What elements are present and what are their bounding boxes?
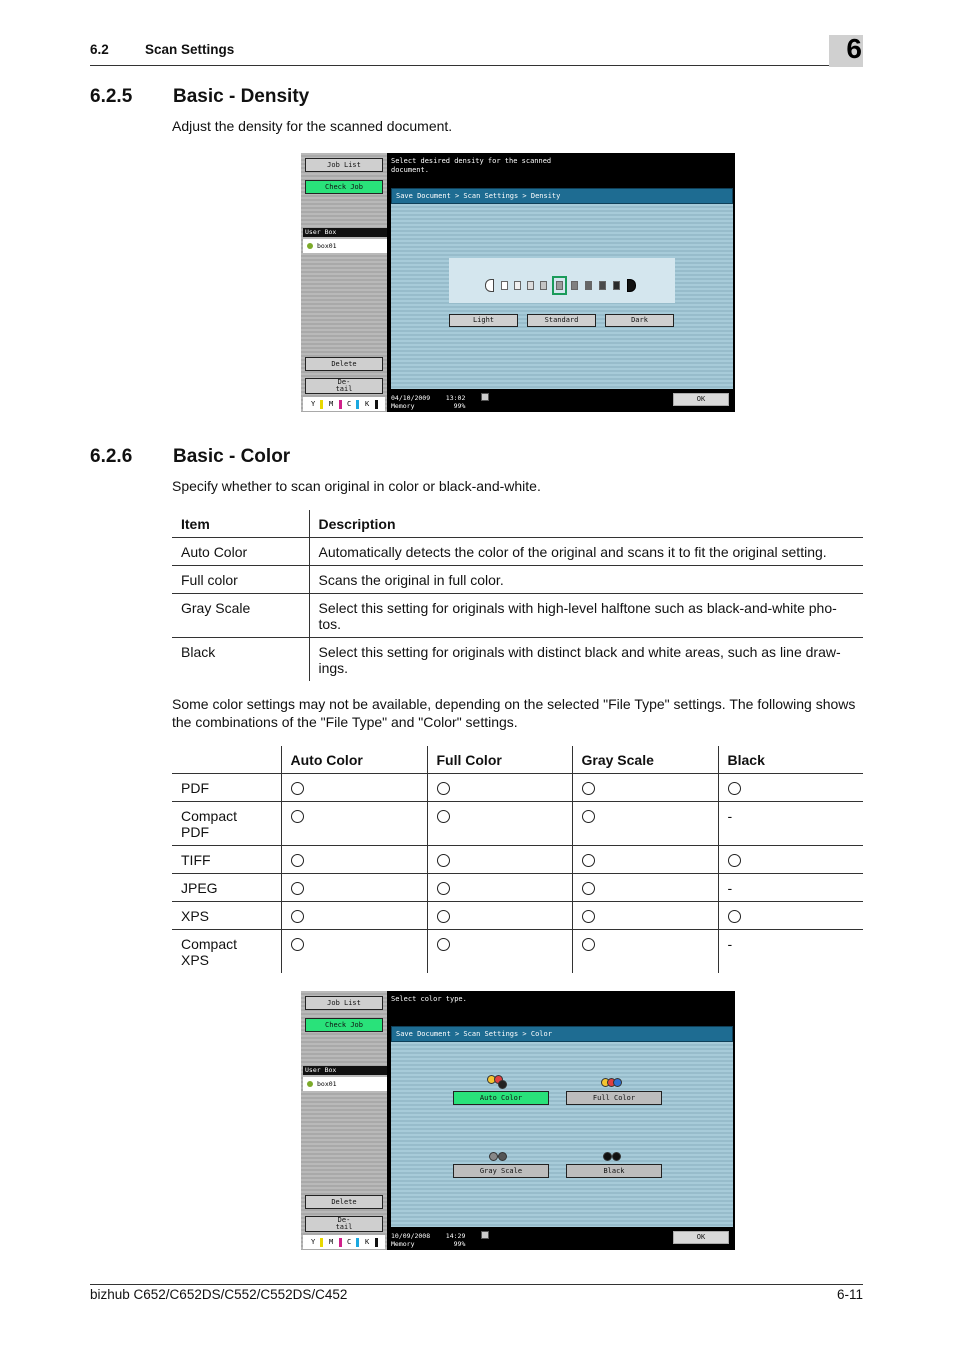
compat-cell-supported [427, 846, 572, 874]
compat-cell-supported [281, 874, 427, 902]
breadcrumb: Save Document > Scan Settings > Color [391, 1026, 733, 1042]
box-name: box01 [317, 1080, 337, 1088]
density-level[interactable] [540, 281, 547, 290]
table-cell-description: Select this setting for originals with high-level halftone such as black-and-white pho- tos. [309, 594, 863, 638]
dark-button[interactable]: Dark [605, 314, 674, 327]
header-section-title: Scan Settings [145, 42, 235, 57]
toner-bar-m [339, 1238, 342, 1247]
density-heading-number: 6.2.5 [90, 86, 133, 107]
standard-button[interactable]: Standard [527, 314, 596, 327]
user-box-label: User Box [303, 228, 387, 237]
compat-cell-supported [427, 902, 572, 930]
compat-file-type: Compact PDF [172, 802, 281, 846]
toner-bar-y [320, 1238, 323, 1247]
supported-circle-icon [437, 910, 450, 923]
toner-bar-c [356, 1238, 359, 1247]
screen-sidebar [301, 153, 387, 412]
supported-circle-icon [582, 782, 595, 795]
compat-file-type: PDF [172, 774, 281, 802]
header-rule [90, 65, 863, 66]
supported-circle-icon [437, 938, 450, 951]
compat-file-type: XPS [172, 902, 281, 930]
compat-row [172, 902, 863, 930]
header-section-number: 6.2 [90, 42, 109, 57]
auto-color-icon [487, 1075, 509, 1089]
table-header-row [172, 510, 863, 538]
density-scale [449, 258, 675, 303]
compat-cell-supported [718, 846, 863, 874]
color-heading [90, 446, 390, 470]
detail-button[interactable]: De- tail [305, 378, 383, 394]
toner-label-k: K [365, 400, 370, 408]
network-icon [481, 393, 489, 401]
screen-sidebar [301, 991, 387, 1250]
compat-row [172, 930, 863, 974]
box-item[interactable] [303, 1077, 387, 1091]
compat-file-type: TIFF [172, 846, 281, 874]
supported-circle-icon [728, 854, 741, 867]
network-icon [481, 1231, 489, 1239]
density-level[interactable] [527, 281, 534, 290]
detail-button[interactable]: De- tail [305, 1216, 383, 1232]
compat-cell-supported [718, 902, 863, 930]
density-heading [90, 86, 390, 110]
table-cell-description: Select this setting for originals with distinct black and white areas, such as line draw- ings. [318, 644, 841, 676]
compat-cell-supported [572, 930, 718, 974]
color-heading-number: 6.2.6 [90, 446, 133, 467]
supported-circle-icon [291, 938, 304, 951]
table-row [172, 538, 863, 566]
table-cell-item: Auto Color [172, 538, 309, 566]
job-list-button[interactable]: Job List [305, 996, 383, 1010]
gray-scale-button[interactable]: Gray Scale [453, 1164, 549, 1178]
breadcrumb: Save Document > Scan Settings > Density [391, 188, 733, 204]
toner-bar-c [356, 400, 359, 409]
supported-circle-icon [437, 882, 450, 895]
compat-cell-supported [718, 774, 863, 802]
toner-bar-m [339, 400, 342, 409]
compat-file-type: Compact XPS [172, 930, 281, 974]
full-color-button[interactable]: Full Color [566, 1091, 662, 1105]
toner-bar-y [320, 400, 323, 409]
table-header-item: Item [172, 510, 309, 538]
compat-cell-unsupported: - [718, 874, 863, 902]
toner-status [303, 1235, 385, 1249]
compat-row [172, 774, 863, 802]
table-row [172, 638, 863, 682]
toner-bar-k [375, 400, 378, 409]
status-bar [391, 391, 666, 412]
supported-circle-icon [728, 910, 741, 923]
compat-cell-supported [427, 930, 572, 974]
compat-cell-supported [281, 846, 427, 874]
supported-circle-icon [291, 810, 304, 823]
compat-header-gray-scale: Gray Scale [572, 746, 718, 774]
table-cell-item: Black [172, 638, 309, 682]
check-job-button[interactable]: Check Job [305, 180, 383, 194]
table-cell-item: Gray Scale [172, 594, 309, 638]
ok-button[interactable]: OK [673, 1231, 729, 1244]
compat-note: Some color settings may not be available, depending on the selected "File Type" settings. The following shows the combinations of the "File Type" and "Color" settings. [172, 696, 856, 730]
toner-label-c: C [347, 400, 352, 408]
color-screen [301, 991, 735, 1250]
color-item-table [172, 510, 863, 681]
compat-file-type: JPEG [172, 874, 281, 902]
compat-row [172, 846, 863, 874]
table-header-description: Description [309, 510, 863, 538]
supported-circle-icon [582, 810, 595, 823]
toner-label-y: Y [311, 1238, 316, 1246]
compat-cell-supported [572, 902, 718, 930]
color-panel [391, 1026, 733, 1227]
dark-end-icon [627, 279, 636, 292]
screen-message: Select desired density for the scanned document. [391, 157, 552, 174]
box-item[interactable] [303, 239, 387, 253]
screen-message: Select color type. [391, 995, 467, 1003]
toner-status [303, 397, 385, 411]
datetime [391, 394, 465, 410]
compat-cell-supported [572, 774, 718, 802]
density-level[interactable] [514, 281, 521, 290]
compat-cell-supported [427, 774, 572, 802]
black-button[interactable]: Black [566, 1164, 662, 1178]
density-level[interactable] [599, 281, 606, 290]
supported-circle-icon [437, 782, 450, 795]
density-level[interactable] [571, 281, 578, 290]
density-screen [301, 153, 735, 412]
datetime-value: 10/09/2008 14:29 [391, 1232, 466, 1240]
memory-value: Memory 99% [391, 402, 466, 410]
supported-circle-icon [582, 910, 595, 923]
toner-label-c: C [347, 1238, 352, 1246]
check-job-button[interactable]: Check Job [305, 1018, 383, 1032]
supported-circle-icon [582, 854, 595, 867]
footer-model: bizhub C652/C652DS/C552/C552DS/C452 [90, 1287, 348, 1302]
toner-label-y: Y [311, 400, 316, 408]
datetime [391, 1232, 465, 1248]
footer-page-number: 6-11 [836, 1287, 863, 1302]
table-cell-description: Automatically detects the color of the original and scans it to fit the original setting. [309, 538, 863, 566]
density-level[interactable] [585, 281, 592, 290]
compat-cell-supported [572, 802, 718, 846]
compat-cell-unsupported: - [718, 802, 863, 846]
delete-button[interactable]: Delete [305, 357, 383, 371]
datetime-value: 04/10/2009 13:02 [391, 394, 466, 402]
compat-cell-supported [572, 846, 718, 874]
compat-header-row [172, 746, 863, 774]
density-heading-title: Basic - Density [173, 86, 310, 107]
chapter-number: 6 [846, 33, 862, 64]
supported-circle-icon [291, 882, 304, 895]
compat-row [172, 802, 863, 846]
supported-circle-icon [291, 910, 304, 923]
compat-cell-supported [281, 902, 427, 930]
table-cell-item: Full color [172, 566, 309, 594]
toner-label-k: K [365, 1238, 370, 1246]
compat-cell-supported [427, 802, 572, 846]
toner-label-m: M [329, 1238, 334, 1246]
full-color-icon [601, 1078, 623, 1092]
supported-circle-icon [437, 810, 450, 823]
compat-table [172, 746, 863, 973]
compat-header-black: Black [718, 746, 863, 774]
memory-value: Memory 99% [391, 1240, 466, 1248]
compat-cell-unsupported: - [727, 936, 733, 952]
supported-circle-icon [291, 782, 304, 795]
density-description: Adjust the density for the scanned document. [172, 118, 453, 134]
supported-circle-icon [437, 854, 450, 867]
toner-label-m: M [329, 400, 334, 408]
table-cell-description: Scans the original in full color. [309, 566, 863, 594]
light-end-icon [485, 279, 494, 292]
delete-button[interactable]: Delete [305, 1195, 383, 1209]
box-icon [307, 243, 313, 249]
ok-button[interactable]: OK [673, 393, 729, 406]
compat-cell-supported [427, 874, 572, 902]
box-name: box01 [317, 242, 337, 250]
supported-circle-icon [582, 882, 595, 895]
toner-bar-k [375, 1238, 378, 1247]
chapter-tab [829, 35, 863, 67]
table-row [172, 594, 863, 638]
compat-row [172, 874, 863, 902]
table-row [172, 566, 863, 594]
density-level[interactable] [556, 281, 563, 290]
supported-circle-icon [728, 782, 741, 795]
compat-cell-supported [281, 774, 427, 802]
job-list-button[interactable]: Job List [305, 158, 383, 172]
compat-header-full-color: Full Color [427, 746, 572, 774]
density-level[interactable] [501, 281, 508, 290]
supported-circle-icon [291, 854, 304, 867]
color-description: Specify whether to scan original in color or black-and-white. [172, 478, 541, 494]
light-button[interactable]: Light [449, 314, 518, 327]
density-panel [391, 188, 733, 389]
compat-header-auto-color: Auto Color [281, 746, 427, 774]
compat-header-blank [172, 746, 281, 774]
compat-cell-supported [281, 802, 427, 846]
auto-color-button[interactable]: Auto Color [453, 1091, 549, 1105]
user-box-label: User Box [303, 1066, 387, 1075]
status-bar [391, 1229, 666, 1250]
compat-cell-supported [572, 874, 718, 902]
supported-circle-icon [582, 938, 595, 951]
density-level[interactable] [613, 281, 620, 290]
box-icon [307, 1081, 313, 1087]
compat-cell-supported [281, 930, 427, 974]
color-heading-title: Basic - Color [173, 446, 291, 467]
footer-rule [90, 1284, 863, 1285]
